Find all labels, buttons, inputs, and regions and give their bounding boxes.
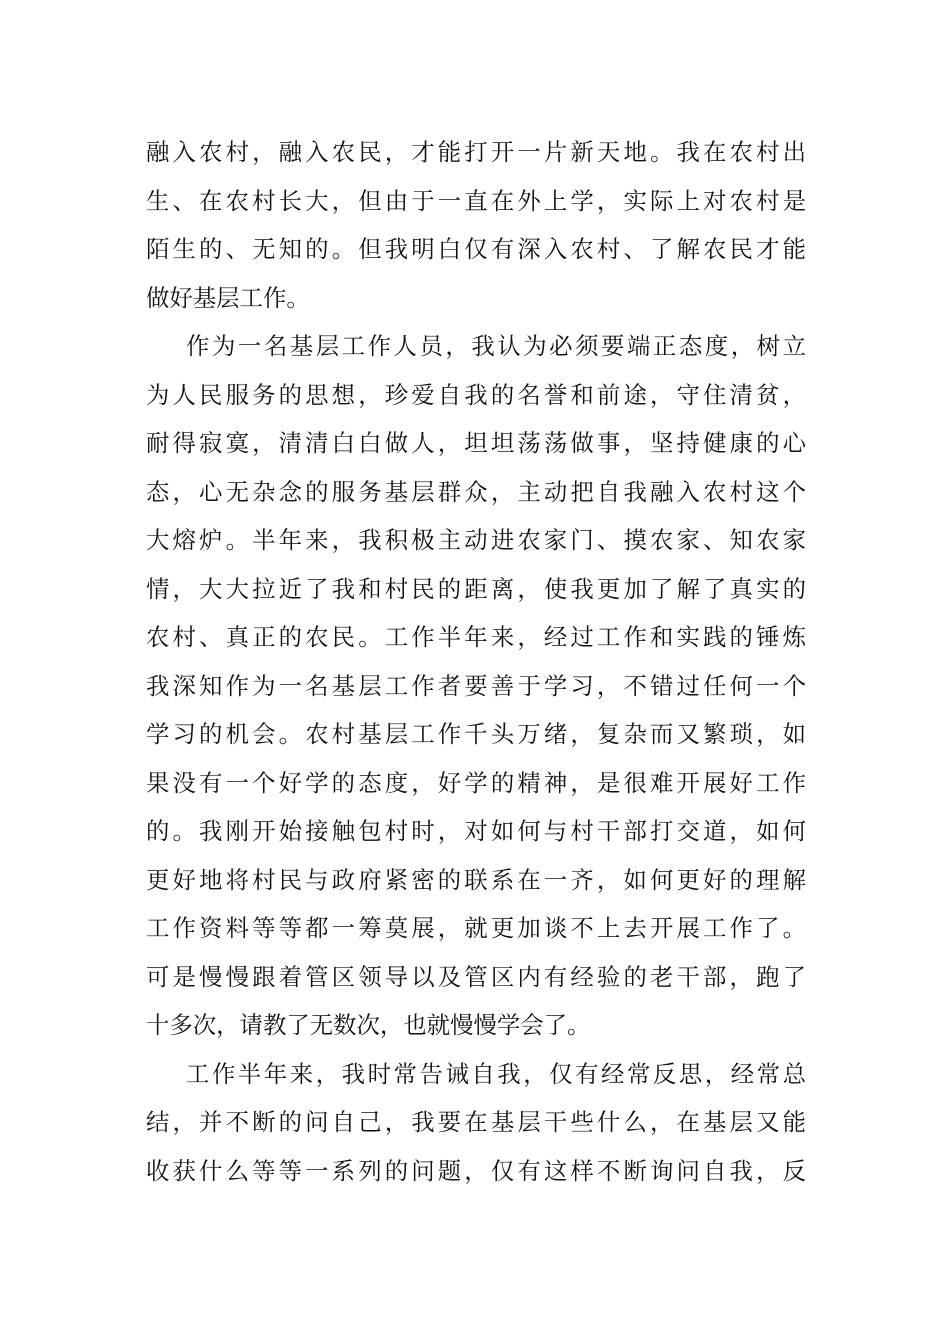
text-line: 十多次，请教了无数次，也就慢慢学会了。 xyxy=(146,1011,591,1039)
text-line: 陌生的、无知的。但我明白仅有深入农村、了解农民才能 xyxy=(146,235,806,263)
text-line: 做好基层工作。 xyxy=(146,283,310,312)
text-line: 农村、真正的农民。工作半年来，经过工作和实践的锤炼 xyxy=(146,623,806,651)
text-line: 大熔炉。半年来，我积极主动进农家门、摸农家、知农家 xyxy=(146,526,806,554)
text-line: 融入农村，融入农民，才能打开一片新天地。我在农村出 xyxy=(146,138,806,166)
text-line: 生、在农村长大，但由于一直在外上学，实际上对农村是 xyxy=(146,186,806,215)
text-line: 更好地将村民与政府紧密的联系在一齐，如何更好的理解 xyxy=(146,865,806,894)
text-line: 耐得寂寞，清清白白做人，坦坦荡荡做事，坚持健康的心 xyxy=(146,429,806,457)
text-line: 学习的机会。农村基层工作千头万绪，复杂而又繁琐，如 xyxy=(146,720,806,748)
text-line: 态，心无杂念的服务基层群众，主动把自我融入农村这个 xyxy=(146,477,806,506)
text-line: 情，大大拉近了我和村民的距离，使我更加了解了真实的 xyxy=(146,574,806,603)
text-line: 我深知作为一名基层工作者要善于学习，不错过任何一个 xyxy=(146,671,806,700)
text-line: 的。我刚开始接触包村时，对如何与村干部打交道，如何 xyxy=(146,817,806,845)
text-line: 工作资料等等都一筹莫展，就更加谈不上去开展工作了。 xyxy=(146,914,806,942)
text-line: 结，并不断的问自己，我要在基层干些什么，在基层又能 xyxy=(146,1108,806,1136)
text-line: 工作半年来，我时常告诫自我，仅有经常反思，经常总 xyxy=(186,1059,806,1088)
text-line: 可是慢慢跟着管区领导以及管区内有经验的老干部，跑了 xyxy=(146,962,806,991)
body-text xyxy=(146,128,806,1195)
text-line: 作为一名基层工作人员，我认为必须要端正态度，树立 xyxy=(186,332,806,360)
text-line: 为人民服务的思想，珍爱自我的名誉和前途，守住清贫， xyxy=(146,380,806,409)
text-line: 果没有一个好学的态度，好学的精神，是很难开展好工作 xyxy=(146,768,806,797)
text-line: 收获什么等等一系列的问题，仅有这样不断询问自我，反 xyxy=(146,1156,806,1185)
